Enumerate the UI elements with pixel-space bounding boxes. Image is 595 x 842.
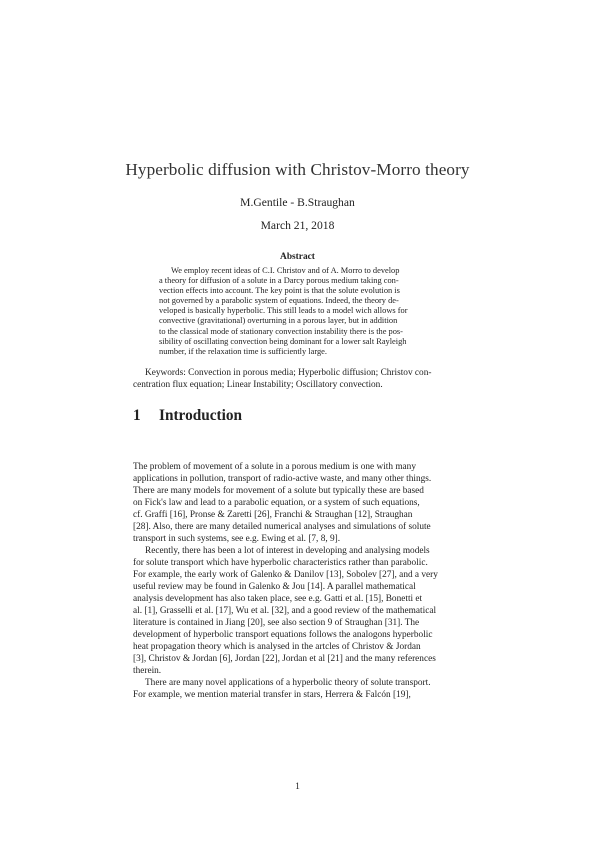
abstract-line: sibility of oscillating convection being dominant for a lower salt Rayleigh: [159, 336, 407, 346]
body-line: heat propagation theory which is analysed in the artcles of Christov & Jordan: [133, 642, 421, 652]
body-line: al. [1], Grasselli et al. [17], Wu et al. [32], and a good review of the mathematical: [133, 606, 437, 616]
body-line: literature is contained in Jiang [20], see also section 9 of Straughan [31]. The: [133, 618, 420, 628]
section-title: Introduction: [159, 407, 243, 424]
abstract-body: [159, 266, 444, 357]
body-line: applications in pollution, transport of radio-active waste, and many other things.: [133, 474, 432, 484]
paper-date: March 21, 2018: [260, 219, 335, 232]
abstract-line: We employ recent ideas of C.I. Christov and of A. Morro to develop: [171, 266, 400, 275]
body-line: cf. Graffi [16], Pronse & Zaretti [26], Franchi & Straughan [12], Straughan: [133, 510, 413, 520]
body-line: [28]. Also, there are many detailed numerical analyses and simulations of solute: [133, 522, 431, 532]
body-line: useful review may be found in Galenko & Jou [14]. A parallel mathematical: [133, 582, 416, 592]
abstract-line: convective (gravitational) overturning in a porous layer, but in addition: [159, 316, 398, 326]
keywords: [133, 367, 463, 391]
abstract-line: a theory for diffusion of a solute in a Darcy porous medium taking con-: [159, 276, 399, 286]
paper-authors: M.Gentile - B.Straughan: [240, 196, 355, 209]
body-line: Recently, there has been a lot of interest in developing and analysing models: [145, 546, 430, 556]
keywords-line: centration flux equation; Linear Instability; Oscillatory convection.: [133, 380, 383, 390]
paper-title: Hyperbolic diffusion with Christov-Morro theory: [125, 160, 470, 179]
abstract-line: not governed by a parabolic system of equations. Indeed, the theory de-: [159, 296, 399, 306]
abstract-heading: Abstract: [280, 252, 315, 262]
body-line: therein.: [133, 666, 162, 676]
body-line: For example, we mention material transfer in stars, Herrera & Falcón [19],: [133, 690, 411, 700]
body-text: [133, 461, 463, 701]
abstract-line: number, if the relaxation time is sufficiently large.: [159, 346, 327, 356]
abstract-line: to the classical mode of stationary convection instability there is the pos-: [159, 326, 403, 336]
abstract-line: veloped is basically hyperbolic. This still leads to a model wich allows for: [159, 306, 408, 316]
section-number: 1: [133, 407, 141, 424]
body-line: There are many novel applications of a hyperbolic theory of solute transport.: [145, 678, 431, 688]
body-line: analysis development has also taken place, see e.g. Gatti et al. [15], Bonetti et: [133, 594, 423, 604]
body-line: There are many models for movement of a solute but typically these are based: [133, 486, 424, 496]
section-heading: [133, 407, 242, 425]
body-line: on Fick's law and lead to a parabolic equation, or a system of such equations,: [133, 498, 420, 508]
body-line: for solute transport which have hyperbolic characteristics rather than parabolic.: [133, 558, 428, 568]
page-number: 1: [295, 782, 300, 792]
keywords-line: Keywords: Convection in porous media; Hyperbolic diffusion; Christov con-: [145, 368, 432, 378]
body-line: For example, the early work of Galenko & Danilov [13], Sobolev [27], and a very: [133, 570, 438, 580]
body-line: transport in such systems, see e.g. Ewing et al. [7, 8, 9].: [133, 534, 341, 544]
body-line: development of hyperbolic transport equations follows the analogons hyperbolic: [133, 630, 433, 640]
abstract-line: vection effects into account. The key point is that the solute evolution is: [159, 286, 400, 296]
body-line: [3], Christov & Jordan [6], Jordan [22], Jordan et al [21] and the many references: [133, 654, 436, 664]
body-line: The problem of movement of a solute in a porous medium is one with many: [133, 462, 416, 472]
